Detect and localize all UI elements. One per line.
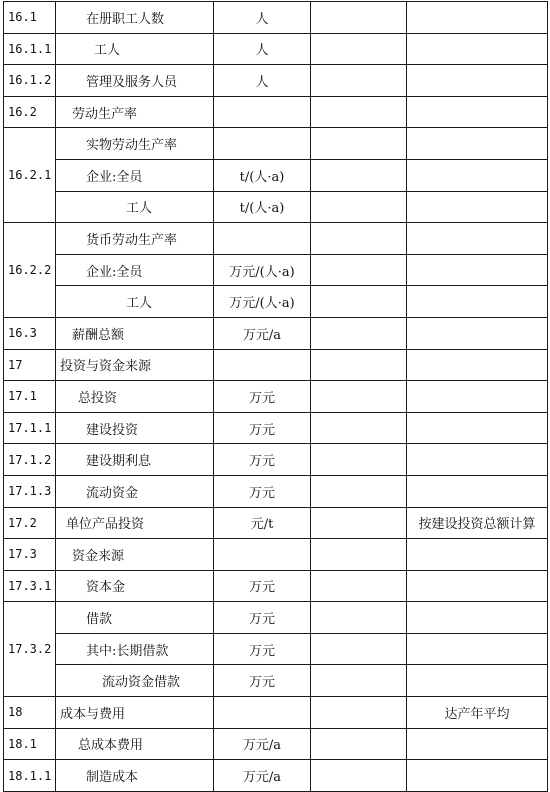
table-row	[4, 159, 548, 191]
row-number: 16.1	[4, 2, 56, 34]
remark-cell	[407, 2, 548, 34]
row-number: 17.3.2	[4, 602, 56, 697]
table-body	[4, 2, 548, 792]
value-cell	[311, 254, 407, 286]
remark-cell	[407, 412, 548, 444]
value-cell	[311, 697, 407, 729]
row-number: 16.2	[4, 96, 56, 128]
value-cell	[311, 349, 407, 381]
value-cell	[311, 633, 407, 665]
item-name: 资金来源	[56, 539, 214, 571]
unit-cell: 万元	[214, 475, 311, 507]
remark-cell	[407, 254, 548, 286]
value-cell	[311, 475, 407, 507]
table-row	[4, 633, 548, 665]
row-number: 17.3.1	[4, 570, 56, 602]
value-cell	[311, 128, 407, 160]
item-name: 管理及服务人员	[56, 65, 214, 97]
remark-cell	[407, 317, 548, 349]
unit-cell	[214, 223, 311, 255]
unit-cell: 元/t	[214, 507, 311, 539]
value-cell	[311, 539, 407, 571]
value-cell	[311, 317, 407, 349]
unit-cell	[214, 697, 311, 729]
row-number: 16.2.1	[4, 128, 56, 223]
item-name: 工人	[56, 33, 214, 65]
value-cell	[311, 760, 407, 792]
item-name: 建设期利息	[56, 444, 214, 476]
item-name: 借款	[56, 602, 214, 634]
table-row	[4, 728, 548, 760]
value-cell	[311, 602, 407, 634]
unit-cell: 万元/a	[214, 317, 311, 349]
table-row	[4, 2, 548, 34]
item-name: 货币劳动生产率	[56, 223, 214, 255]
remark-cell	[407, 96, 548, 128]
table-row	[4, 96, 548, 128]
item-name: 投资与资金来源	[56, 349, 214, 381]
remark-cell	[407, 728, 548, 760]
item-name: 建设投资	[56, 412, 214, 444]
table-row	[4, 760, 548, 792]
remark-cell	[407, 128, 548, 160]
table-row	[4, 33, 548, 65]
remark-cell	[407, 349, 548, 381]
value-cell	[311, 412, 407, 444]
unit-cell: t/(人·a)	[214, 159, 311, 191]
value-cell	[311, 286, 407, 318]
remark-cell	[407, 444, 548, 476]
unit-cell: 万元	[214, 633, 311, 665]
remark-cell	[407, 633, 548, 665]
remark-cell	[407, 665, 548, 697]
unit-cell	[214, 96, 311, 128]
remark-cell: 按建设投资总额计算	[407, 507, 548, 539]
row-number: 17.1.1	[4, 412, 56, 444]
value-cell	[311, 33, 407, 65]
item-name: 制造成本	[56, 760, 214, 792]
unit-cell: 万元	[214, 665, 311, 697]
item-name: 流动资金	[56, 475, 214, 507]
unit-cell: 人	[214, 33, 311, 65]
row-number: 16.1.1	[4, 33, 56, 65]
remark-cell	[407, 191, 548, 223]
table-row	[4, 286, 548, 318]
remark-cell	[407, 223, 548, 255]
value-cell	[311, 381, 407, 413]
remark-cell	[407, 602, 548, 634]
remark-cell	[407, 475, 548, 507]
item-name: 工人	[56, 286, 214, 318]
table-row	[4, 665, 548, 697]
table-row	[4, 65, 548, 97]
table-row	[4, 191, 548, 223]
row-number: 18.1	[4, 728, 56, 760]
unit-cell: 万元/(人·a)	[214, 286, 311, 318]
item-name: 成本与费用	[56, 697, 214, 729]
row-number: 17.1.2	[4, 444, 56, 476]
item-name: 企业:全员	[56, 159, 214, 191]
unit-cell: 万元/a	[214, 760, 311, 792]
remark-cell	[407, 65, 548, 97]
value-cell	[311, 96, 407, 128]
value-cell	[311, 444, 407, 476]
unit-cell: 万元/a	[214, 728, 311, 760]
table-row	[4, 317, 548, 349]
unit-cell: 万元	[214, 444, 311, 476]
table-row	[4, 381, 548, 413]
table-row	[4, 223, 548, 255]
table-row	[4, 539, 548, 571]
table-row	[4, 475, 548, 507]
remark-cell	[407, 286, 548, 318]
value-cell	[311, 507, 407, 539]
unit-cell: 人	[214, 2, 311, 34]
row-number: 17.2	[4, 507, 56, 539]
item-name: 总投资	[56, 381, 214, 413]
value-cell	[311, 223, 407, 255]
unit-cell: t/(人·a)	[214, 191, 311, 223]
table-row	[4, 412, 548, 444]
remark-cell	[407, 381, 548, 413]
item-name: 工人	[56, 191, 214, 223]
unit-cell	[214, 539, 311, 571]
indicator-table	[3, 1, 548, 792]
item-name: 资本金	[56, 570, 214, 602]
row-number: 16.3	[4, 317, 56, 349]
value-cell	[311, 65, 407, 97]
item-name: 企业:全员	[56, 254, 214, 286]
item-name: 劳动生产率	[56, 96, 214, 128]
item-name: 单位产品投资	[56, 507, 214, 539]
remark-cell	[407, 760, 548, 792]
row-number: 17.1.3	[4, 475, 56, 507]
value-cell	[311, 2, 407, 34]
row-number: 17.1	[4, 381, 56, 413]
item-name: 薪酬总额	[56, 317, 214, 349]
table-row	[4, 570, 548, 602]
unit-cell: 万元	[214, 570, 311, 602]
remark-cell	[407, 33, 548, 65]
unit-cell	[214, 128, 311, 160]
table-row	[4, 697, 548, 729]
table-row	[4, 254, 548, 286]
unit-cell: 万元	[214, 602, 311, 634]
item-name: 实物劳动生产率	[56, 128, 214, 160]
value-cell	[311, 570, 407, 602]
value-cell	[311, 159, 407, 191]
row-number: 16.1.2	[4, 65, 56, 97]
table-row	[4, 128, 548, 160]
unit-cell: 万元/(人·a)	[214, 254, 311, 286]
remark-cell: 达产年平均	[407, 697, 548, 729]
row-number: 17	[4, 349, 56, 381]
table-row	[4, 602, 548, 634]
table-row	[4, 507, 548, 539]
value-cell	[311, 728, 407, 760]
row-number: 17.3	[4, 539, 56, 571]
unit-cell: 万元	[214, 381, 311, 413]
item-name: 流动资金借款	[56, 665, 214, 697]
item-name: 其中:长期借款	[56, 633, 214, 665]
row-number: 16.2.2	[4, 223, 56, 318]
value-cell	[311, 191, 407, 223]
remark-cell	[407, 159, 548, 191]
item-name: 在册职工人数	[56, 2, 214, 34]
remark-cell	[407, 539, 548, 571]
unit-cell: 人	[214, 65, 311, 97]
row-number: 18.1.1	[4, 760, 56, 792]
remark-cell	[407, 570, 548, 602]
table-row	[4, 444, 548, 476]
item-name: 总成本费用	[56, 728, 214, 760]
row-number: 18	[4, 697, 56, 729]
table-row	[4, 349, 548, 381]
value-cell	[311, 665, 407, 697]
unit-cell	[214, 349, 311, 381]
unit-cell: 万元	[214, 412, 311, 444]
